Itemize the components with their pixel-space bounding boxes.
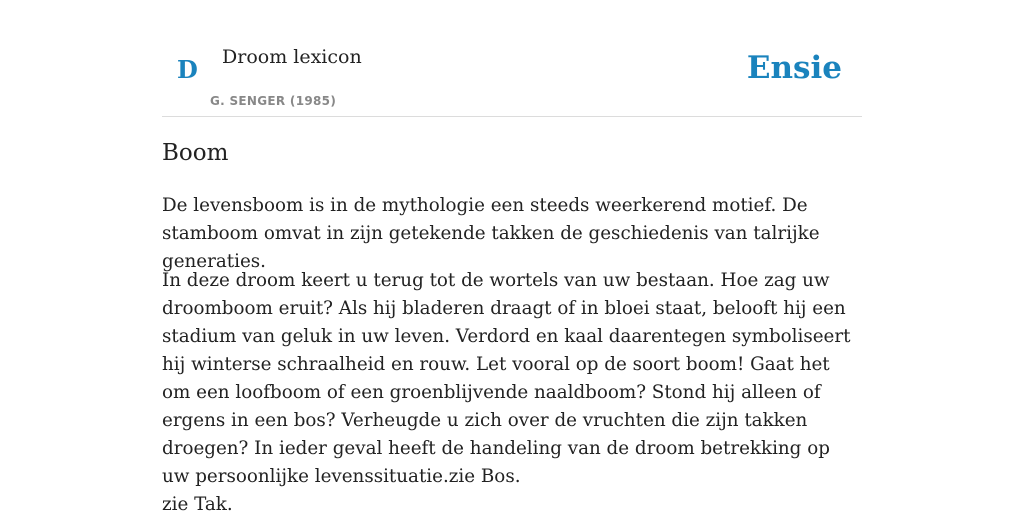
lexicon-name-link[interactable]: Droom lexicon: [222, 46, 362, 68]
article-title: Boom: [162, 140, 229, 166]
ensie-logo-link[interactable]: Ensie: [746, 50, 842, 86]
page-container: [162, 0, 862, 515]
article-see-also: zie Tak.: [162, 494, 233, 515]
article-paragraph: De levensboom is in de mythologie een steeds weerkerend motief. De stamboom omvat in zijn getekende takken de geschiedenis van talrijke generaties.: [162, 195, 820, 272]
lexicon-letter-badge[interactable]: D: [177, 55, 198, 84]
lexicon-header: [162, 0, 862, 117]
article-paragraph: In deze droom keert u terug tot de wortels van uw bestaan. Hoe zag uw droomboom eruit? Als hij bladeren draagt of in bloei staat, belooft hij een stadium van geluk in uw leven. Verdord en kaal daarentegen symboliseert hij winterse schraalheid en rouw. Let vooral op de soort boom! Gaat het om een loofboom of een groenblijvende naaldboom? Stond hij alleen of ergens in een bos? Verheugde u zich over de vruchten die zijn takken droegen? In ieder geval heeft de handeling van de droom betrekking op uw persoonlijke levenssituatie.zie Bos.: [162, 270, 851, 487]
lexicon-author: G. SENGER (1985): [210, 94, 337, 108]
